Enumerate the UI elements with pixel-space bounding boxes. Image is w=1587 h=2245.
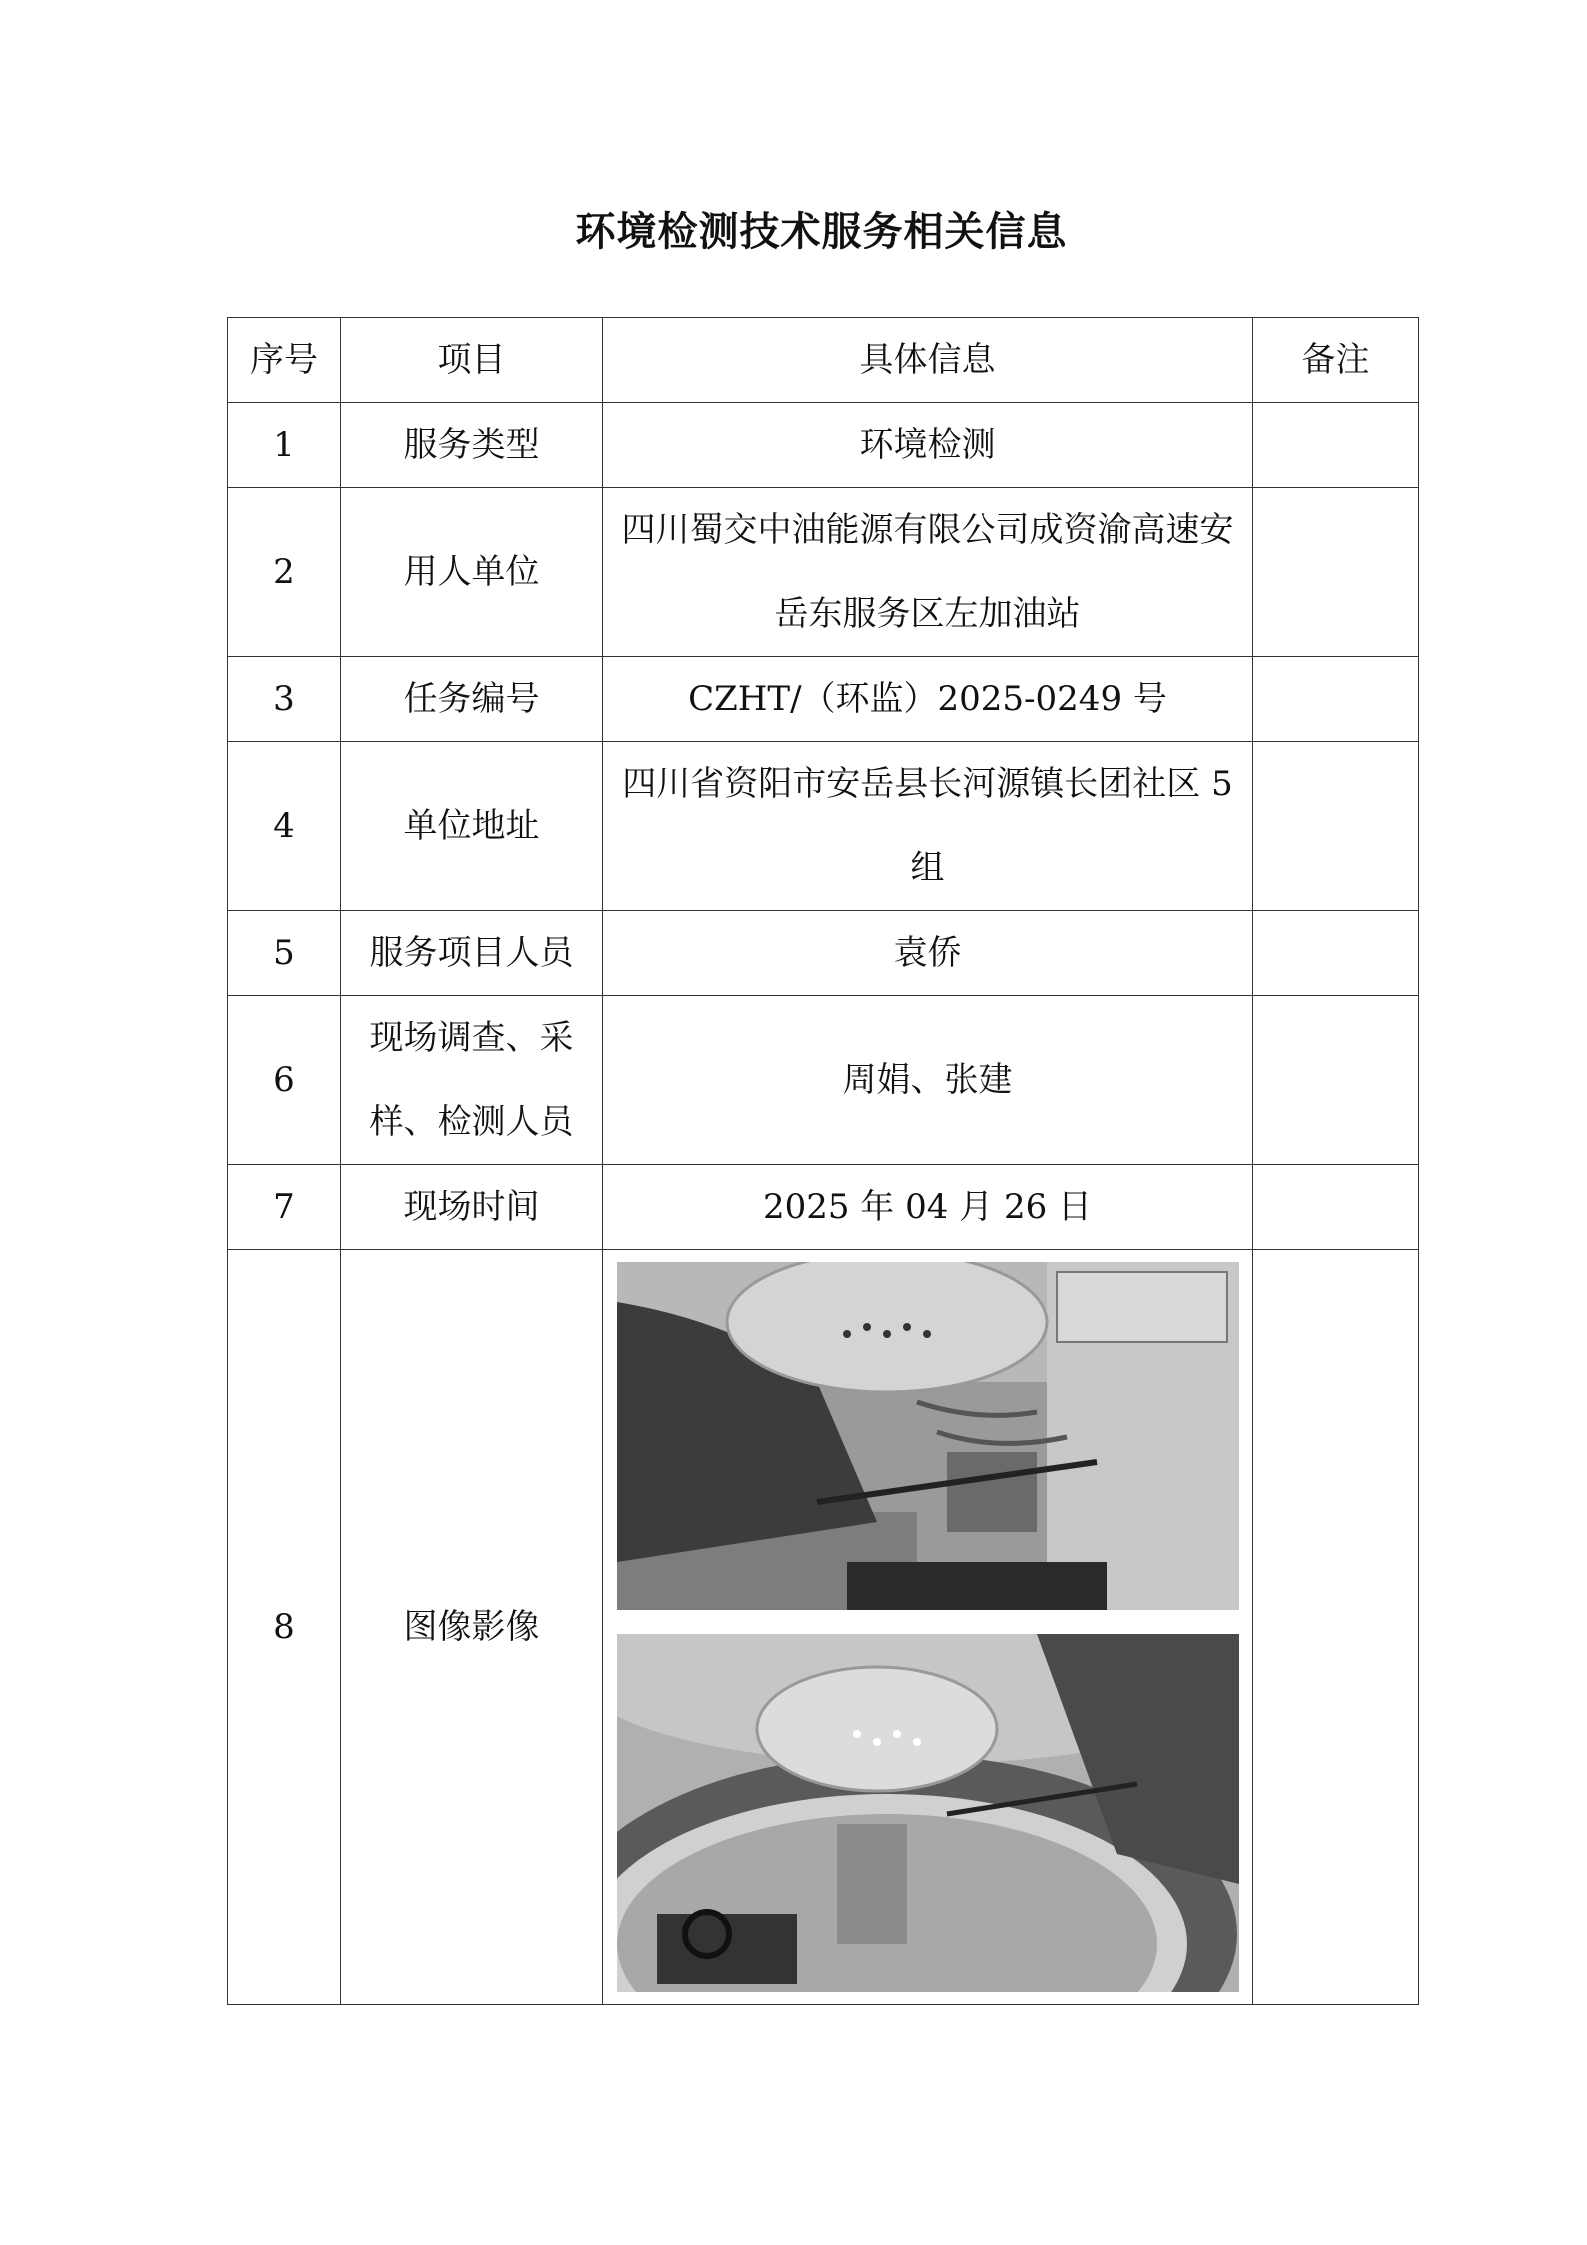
table-row [228,911,1419,996]
row-seq: 3 [228,657,341,742]
row-seq: 6 [228,996,341,1165]
document-title: 环境检测技术服务相关信息 [575,208,1068,255]
row-item: 现场时间 [341,1165,603,1250]
row-detail: 环境检测 [603,403,1253,488]
site-photo-inspection [617,1634,1239,1992]
header-item: 项目 [341,318,603,403]
table-row [228,996,1419,1165]
row-detail: 四川省资阳市安岳县长河源镇长团社区 5 组 [603,742,1253,911]
row-remark [1253,1250,1419,2005]
row-remark [1253,996,1419,1165]
row-item: 用人单位 [341,488,603,657]
row-detail: 2025 年 04 月 26 日 [603,1165,1253,1250]
table-row [228,403,1419,488]
row-detail: 袁侨 [603,911,1253,996]
row-item: 单位地址 [341,742,603,911]
row-remark [1253,742,1419,911]
table-row [228,657,1419,742]
site-photo-sampling [617,1262,1239,1610]
row-item: 图像影像 [341,1250,603,2005]
header-detail: 具体信息 [603,318,1253,403]
row-remark [1253,657,1419,742]
row-detail-photos [603,1250,1253,2005]
row-item: 现场调查、采样、检测人员 [341,996,603,1165]
row-remark [1253,911,1419,996]
table-row [228,1250,1419,2005]
table-header-row [228,318,1419,403]
row-item: 任务编号 [341,657,603,742]
row-item: 服务类型 [341,403,603,488]
row-remark [1253,1165,1419,1250]
header-seq: 序号 [228,318,341,403]
row-detail: 周娟、张建 [603,996,1253,1165]
info-table [227,317,1419,2005]
table-row [228,742,1419,911]
row-detail: CZHT/（环监）2025-0249 号 [603,657,1253,742]
row-remark [1253,488,1419,657]
row-seq: 7 [228,1165,341,1250]
row-item: 服务项目人员 [341,911,603,996]
row-seq: 2 [228,488,341,657]
row-seq: 1 [228,403,341,488]
header-remark: 备注 [1253,318,1419,403]
row-seq: 8 [228,1250,341,2005]
table-row [228,488,1419,657]
table-row [228,1165,1419,1250]
row-seq: 4 [228,742,341,911]
row-seq: 5 [228,911,341,996]
row-detail: 四川蜀交中油能源有限公司成资渝高速安岳东服务区左加油站 [603,488,1253,657]
row-remark [1253,403,1419,488]
